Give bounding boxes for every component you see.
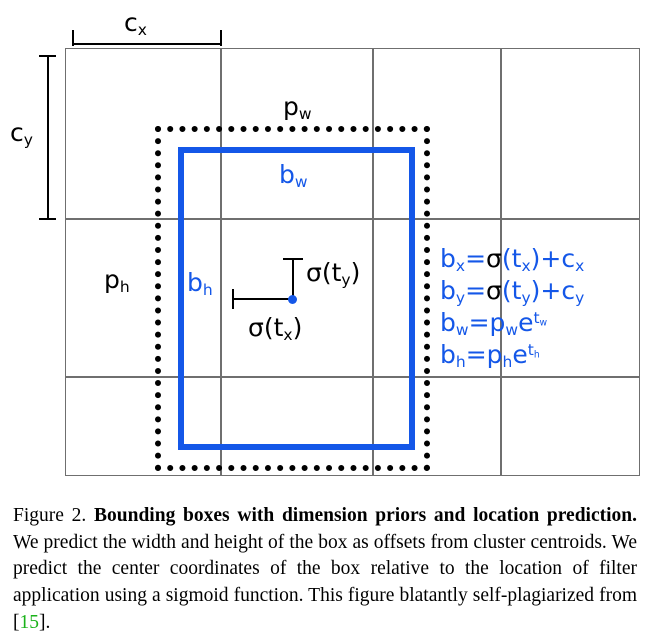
label-sigma-ty: $\sigma(t_y)$ — [306, 258, 361, 289]
label-sigma-ty-subscript: y — [341, 270, 351, 289]
equation-bx: $b_x=\sigma(t_x)+c_x$ — [440, 244, 585, 275]
caption-body-2: ]. — [39, 611, 51, 633]
caption-title: Bounding boxes with dimension priors and location prediction. — [94, 505, 638, 526]
label-pw: $p_w$ — [283, 92, 312, 123]
label-bh-subscript: h — [202, 280, 213, 299]
box-center-dot — [288, 295, 297, 304]
label-ph: $p_h$ — [104, 265, 130, 296]
equation-by: $b_y=\sigma(t_y)+c_y$ — [440, 276, 585, 307]
equations-block — [440, 243, 584, 371]
label-cx-subscript: x — [137, 20, 147, 39]
sigma-ty-bar — [292, 258, 294, 300]
label-cx: $c_x$ — [124, 8, 147, 39]
label-sigma-tx: $\sigma(t_x)$ — [248, 313, 303, 344]
label-bw-subscript: w — [294, 172, 308, 191]
label-bw: $b_w$ — [279, 160, 308, 191]
label-pw-subscript: w — [298, 104, 312, 123]
label-cy-subscript: y — [23, 130, 33, 149]
label-sigma-tx-subscript: x — [283, 325, 293, 344]
cy-measure-bar — [47, 55, 49, 220]
cx-measure-bar — [72, 43, 222, 45]
figure-caption — [13, 503, 637, 637]
caption-citation[interactable]: 15 — [19, 611, 39, 633]
label-cy: $c_y$ — [10, 118, 33, 149]
sigma-tx-bar — [232, 298, 292, 300]
label-ph-subscript: h — [119, 277, 130, 296]
equation-bh: $b_h=p_he^{t_h}$ — [440, 340, 540, 371]
caption-number: Figure 2. — [13, 505, 87, 526]
caption-body-1: We predict the width and height of the box as offsets from cluster centroids. We predict the center coordinates of the box relative to the location of filter application using a sigmoid function. This figure blatantly self-plagiarized from [ — [13, 531, 637, 633]
equation-bw: $b_w=p_we^{t_w}$ — [440, 308, 548, 339]
label-bh: $b_h$ — [187, 268, 213, 299]
